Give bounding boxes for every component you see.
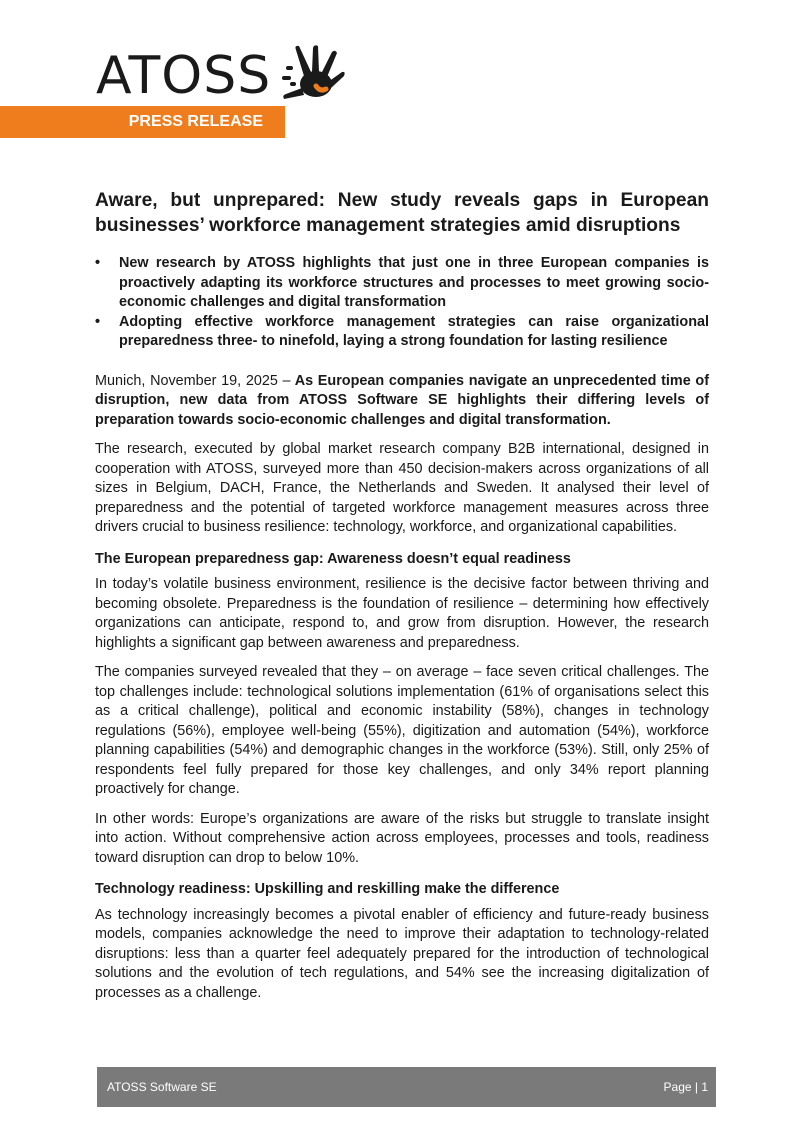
press-release-banner: PRESS RELEASE — [0, 106, 285, 138]
lead-text: As European companies navigate an unprecedented time of disruption, new data from ATOSS Software SE highlights their differing levels of preparation towards socio-economic challenges and digital transformation. — [95, 372, 709, 428]
body-paragraph: In other words: Europe’s organizations are aware of the risks but struggle to translate insight into action. Without comprehensive action across employees, processes and tools, readiness toward disruption can drop to below 10%. — [95, 810, 709, 866]
headline: Aware, but unprepared: New study reveals gaps in European businesses’ workforce management strategies amid disruptions — [95, 190, 709, 236]
bullet-icon: • — [95, 313, 101, 330]
body-paragraph: The research, executed by global market research company B2B international, designed in cooperation with ATOSS, surveyed more than 450 decision-makers across organizations of all sizes in Belgium, DACH, France, the Netherlands and Sweden. It analysed their level of preparedness and the potential of targeted workforce management measures across three drivers crucial to business resilience: technology, workforce, and organizational capabilities. — [95, 441, 709, 535]
bullet-icon: • — [95, 255, 101, 271]
page-number: Page | 1 — [663, 1080, 708, 1094]
section-heading: The European preparedness gap: Awareness doesn’t equal readiness — [95, 550, 571, 567]
header — [0, 0, 800, 140]
list-item — [95, 254, 709, 313]
lead-paragraph — [95, 372, 709, 431]
body-paragraph: As technology increasingly becomes a pivotal enabler of efficiency and future-ready business models, companies acknowledge the need to improve their adaptation to technology-related disruptions: less than a quarter feel adequately prepared for the introduction of technological solutions and the evolution of tech regulations, and 54% see the increasing digitalization of processes as a challenge. — [95, 906, 709, 1001]
body-paragraph: The companies surveyed revealed that they – on average – face seven critical challenges. The top challenges include: technological solutions implementation (61% of organisations select this as a critical challenge), political and economic instability (58%), changes in technology regulations (56%), employee well-being (55%), digitization and automation (54%), workforce planning capabilities (54%) and demographic changes in the workforce (53%). Still, only 25% of respondents feel fully prepared for those key challenges, and only 34% report planning proactively for change. — [95, 664, 709, 797]
list-item — [95, 313, 709, 352]
highlights-list — [95, 254, 709, 352]
body-paragraph: In today’s volatile business environment, resilience is the decisive factor between thriving and becoming obsolete. Preparedness is the foundation of resilience – determining how effectively organizations can anticipate, respond to, and grow from disruption. However, the research highlights a significant gap between awareness and preparedness. — [95, 576, 709, 651]
section-heading: Technology readiness: Upskilling and reskilling make the difference — [95, 881, 560, 897]
company-logo: ATOSS — [96, 46, 272, 106]
dateline: Munich, November 19, 2025 – — [95, 372, 291, 389]
page-footer — [97, 1067, 716, 1107]
footer-company: ATOSS Software SE — [107, 1080, 217, 1094]
bullet-text: Adopting effective workforce management strategies can raise organizational preparedness three- to ninefold, laying a strong foundation for lasting resilience — [119, 313, 709, 349]
hand-logo-icon — [280, 44, 346, 104]
bullet-text: New research by ATOSS highlights that just one in three European companies is proactively adapting its workforce structures and processes to meet growing socio-economic challenges and digital transformation — [119, 255, 709, 310]
article — [95, 188, 709, 1013]
